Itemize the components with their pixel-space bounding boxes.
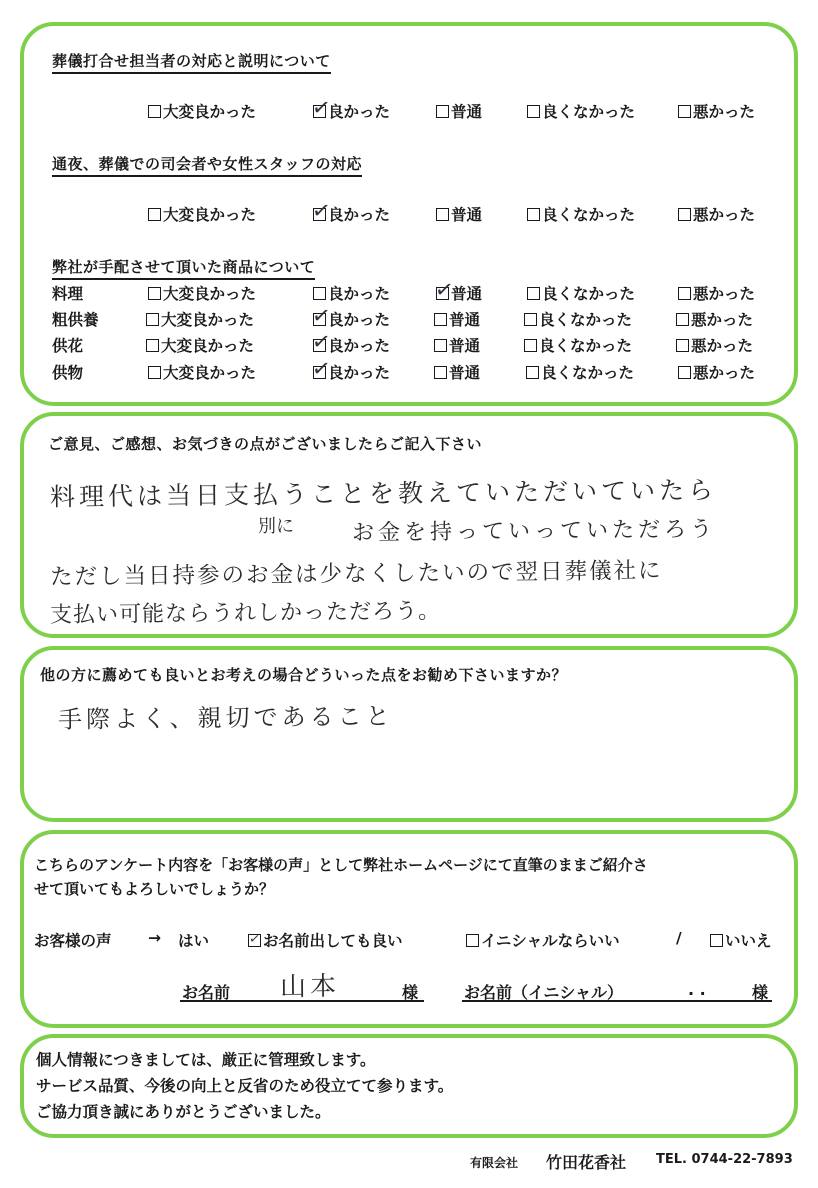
handwritten-comment-line-4: 支払い可能ならうれしかっただろう。 [49,598,442,629]
honorific-sama: 様 [402,983,419,1002]
q3-title: 弊社が手配させて頂いた商品について [52,256,315,280]
q1-title: 葬儀打合せ担当者の対応と説明について [52,50,331,74]
privacy-text-line-3: ご協力頂き誠にありがとうございました。 [36,1103,331,1121]
handwritten-comment-insert: 別に [258,516,294,537]
checkbox[interactable] [146,339,159,352]
privacy-text-line-1: 個人情報につきましては、厳正に管理致します。 [36,1051,376,1069]
checkbox[interactable] [526,366,539,379]
kumotsu-option-3[interactable]: 普通 [434,361,480,383]
checkbox-checked[interactable] [248,930,261,948]
check-mark-icon: ✓ [310,302,333,330]
checkbox[interactable] [434,366,447,379]
checkbox[interactable] [527,105,540,118]
checkbox[interactable] [148,287,161,300]
checkbox-checked[interactable] [310,302,333,330]
checkbox[interactable] [678,208,691,221]
checkbox-checked[interactable] [310,328,333,356]
checkbox[interactable] [524,313,537,326]
kyoka-option-3[interactable]: 普通 [434,334,480,356]
q2-option-3[interactable]: 普通 [436,203,482,225]
consent-text-line-2: せて頂いてもよろしいでしょうか？ [34,880,275,898]
handwritten-recommend-answer: 手際よく、親切であること [57,702,394,734]
option-no[interactable]: いいえ [710,929,772,951]
kumotsu-option-1[interactable]: 大変良かった [148,361,256,383]
handwritten-comment-line-3: ただし当日持参のお金は少なくしたいので翌日葬儀社に [49,557,663,591]
q1-option-4[interactable]: 良くなかった [527,100,635,122]
checkbox[interactable] [436,208,449,221]
row-label-kumotsu: 供物 [52,364,84,382]
sokuyo-option-2[interactable]: ✓ 良かった [310,302,391,330]
q2-option-2[interactable]: ✓ 良かった [310,197,391,225]
checkbox[interactable] [313,287,326,300]
privacy-text-line-2: サービス品質、今後の向上と反省のため役立てて参ります。 [36,1077,454,1095]
kumotsu-option-4[interactable]: 良くなかった [526,361,634,383]
name-label: お名前 [182,983,231,1002]
q1-option-3[interactable]: 普通 [436,100,482,122]
q2-option-4[interactable]: 良くなかった [527,203,635,225]
checkbox[interactable] [466,934,479,947]
slash-divider: / [676,929,682,947]
q2-option-5[interactable]: 悪かった [678,203,755,225]
check-mark-icon: ✓ [310,197,333,225]
ryori-option-3[interactable]: ✓ 普通 [433,276,483,304]
kyoka-option-2[interactable]: ✓ 良かった [310,328,391,356]
checkbox[interactable] [678,287,691,300]
checkbox[interactable] [527,208,540,221]
kumotsu-option-5[interactable]: 悪かった [678,361,755,383]
q1-option-2[interactable]: ✓ 良かった [310,94,391,122]
handwritten-comment-line-2: お金を持っていっていただろう [351,517,717,546]
q2-title: 通夜、葬儀での司会者や女性スタッフの対応 [52,153,362,177]
consent-text-line-1: こちらのアンケート内容を「お客様の声」として弊社ホームページにて直筆のままご紹介さ [34,856,648,874]
arrow-right-icon: → [148,929,161,947]
checkbox[interactable] [434,313,447,326]
checkbox[interactable] [146,313,159,326]
kumotsu-option-2[interactable]: ✓ 良かった [310,355,391,383]
checkbox[interactable] [148,366,161,379]
initial-label: お名前（イニシャル） [464,983,624,1002]
yes-label: はい [178,932,210,950]
company-type: 有限会社 [470,1156,519,1170]
kyoka-option-1[interactable]: 大変良かった [146,334,254,356]
checkbox[interactable] [678,105,691,118]
name-value-handwritten: 山本 [279,971,341,1003]
check-mark-icon: ✓ [248,930,261,948]
option-name-ok[interactable]: ✓ お名前出しても良い [248,930,403,950]
ryori-option-4[interactable]: 良くなかった [527,282,635,304]
company-name: 竹田花香社 [546,1153,627,1172]
option-initial-ok[interactable]: イニシャルならいい [466,929,620,951]
row-label-sokuyo: 粗供養 [52,311,99,329]
voice-label: お客様の声 [34,932,112,950]
initial-dots: . . [688,980,706,999]
check-mark-icon: ✓ [310,328,333,356]
sokuyo-option-3[interactable]: 普通 [434,308,480,330]
sokuyo-option-5[interactable]: 悪かった [676,308,753,330]
row-label-ryori: 料理 [52,285,84,303]
sokuyo-option-4[interactable]: 良くなかった [524,308,632,330]
kyoka-option-4[interactable]: 良くなかった [524,334,632,356]
q1-option-5[interactable]: 悪かった [678,100,755,122]
comments-title: ご意見、ご感想、お気づきの点がございましたらご記入下さい [48,435,483,453]
checkbox-checked[interactable] [310,94,333,122]
checkbox[interactable] [676,339,689,352]
company-tel: TEL. 0744-22-7893 [656,1152,793,1167]
ryori-option-5[interactable]: 悪かった [678,282,755,304]
checkbox[interactable] [678,366,691,379]
checkbox[interactable] [148,208,161,221]
checkbox-checked[interactable] [433,276,456,304]
q2-option-1[interactable]: 大変良かった [148,203,256,225]
row-label-kyoka: 供花 [52,337,84,355]
checkbox[interactable] [434,339,447,352]
recommend-title: 他の方に薦めても良いとお考えの場合どういった点をお勧め下さいますか？ [40,666,568,684]
checkbox[interactable] [676,313,689,326]
check-mark-icon: ✓ [310,355,333,383]
checkbox[interactable] [148,105,161,118]
checkbox[interactable] [436,105,449,118]
kyoka-option-5[interactable]: 悪かった [676,334,753,356]
checkbox[interactable] [527,287,540,300]
checkbox[interactable] [524,339,537,352]
check-mark-icon: ✓ [433,276,456,304]
checkbox[interactable] [710,934,723,947]
sokuyo-option-1[interactable]: 大変良かった [146,308,254,330]
q1-option-1[interactable]: 大変良かった [148,100,256,122]
honorific-sama-2: 様 [752,983,769,1002]
checkbox-checked[interactable] [310,197,333,225]
ryori-option-1[interactable]: 大変良かった [148,282,256,304]
check-mark-icon: ✓ [310,94,333,122]
handwritten-comment-line-1: 料理代は当日支払うことを教えていただいていたら [49,475,718,512]
checkbox-checked[interactable] [310,355,333,383]
ryori-option-2[interactable]: 良かった [313,282,390,304]
